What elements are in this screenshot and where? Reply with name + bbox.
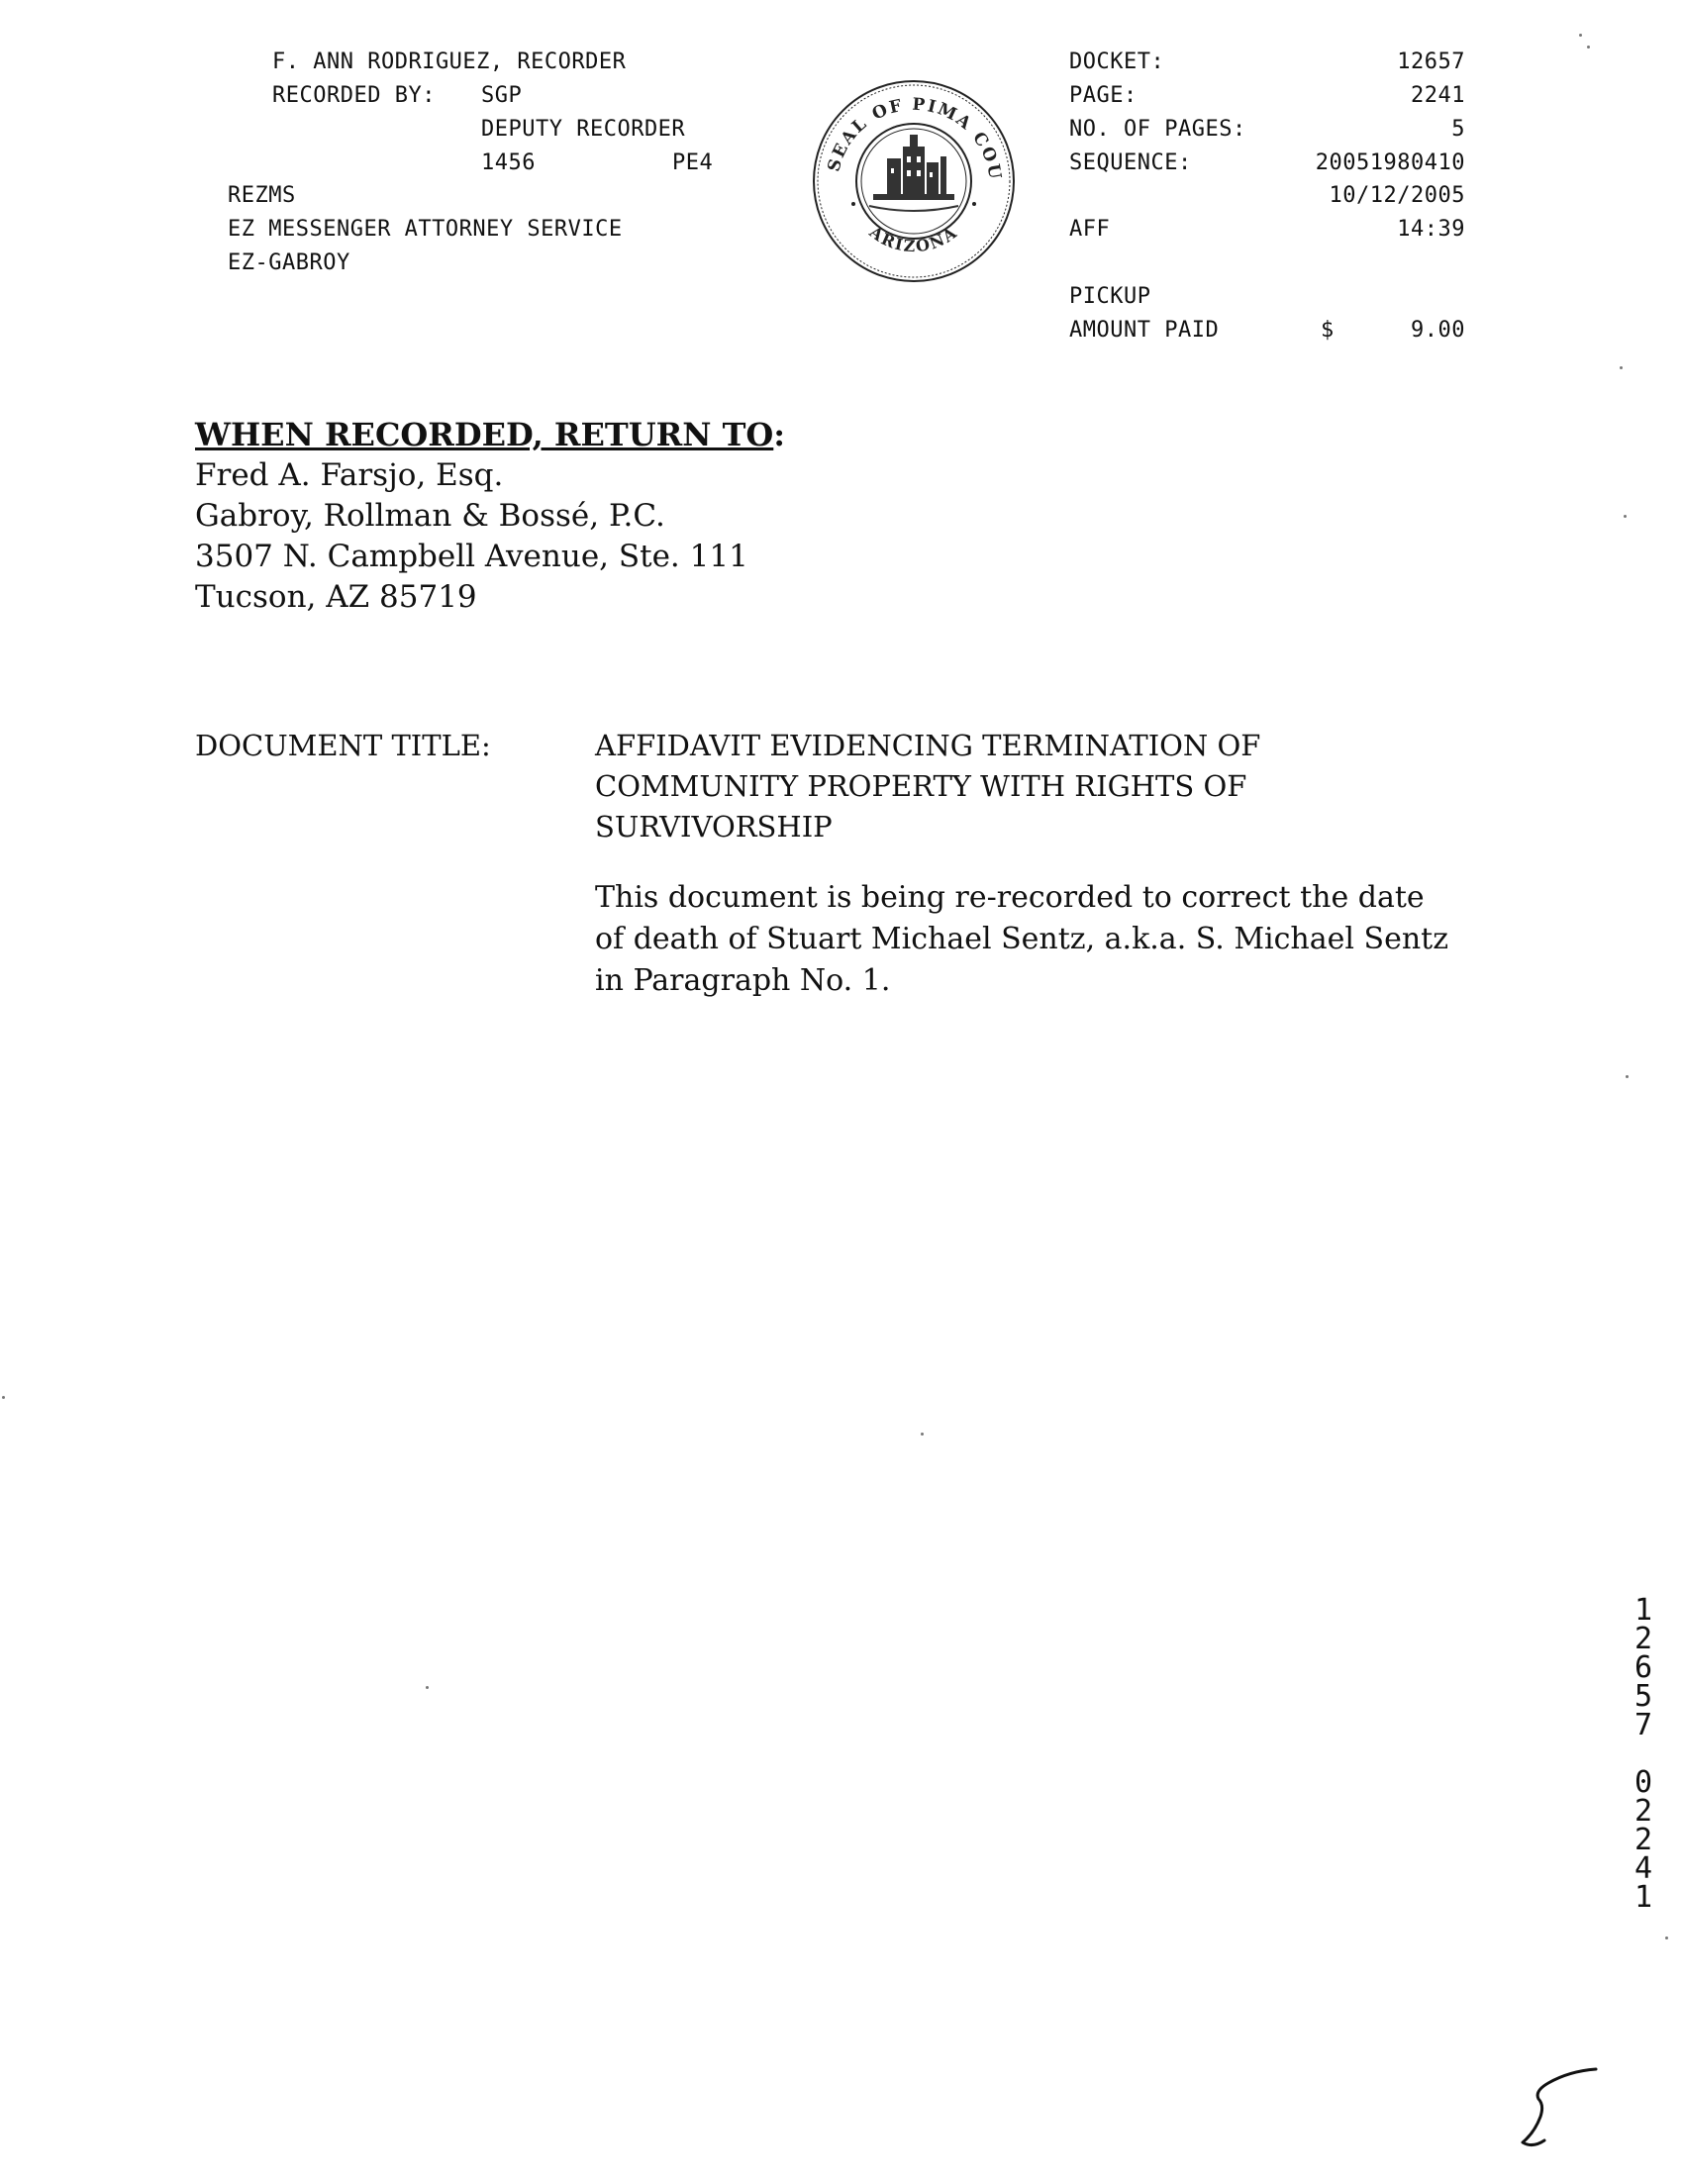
amount-paid-value: 9.00 — [1411, 318, 1465, 343]
docket-label: DOCKET: — [1069, 50, 1165, 74]
recorder-name: F. ANN RODRIGUEZ, RECORDER — [272, 50, 627, 74]
scan-speck — [426, 1686, 429, 1689]
stamp-char: 2 — [1634, 1622, 1653, 1656]
scan-speck — [1620, 366, 1623, 369]
stamp-gap — [1624, 1739, 1663, 1768]
scan-speck — [1587, 46, 1590, 49]
seal-top-text: SEAL OF PIMA COU — [824, 94, 1006, 183]
re-recording-note — [595, 877, 1448, 1002]
return-address-line: Tucson, AZ 85719 — [195, 579, 477, 615]
stamp-char: 1 — [1634, 1880, 1653, 1915]
margin-docket-stamp — [1624, 1593, 1663, 1915]
rezms-code: REZMS — [228, 183, 296, 208]
docket-value: 12657 — [1397, 50, 1465, 74]
return-to-heading: WHEN RECORDED, RETURN TO — [195, 416, 774, 453]
pima-county-seal — [810, 77, 1018, 285]
pages-count-label: NO. OF PAGES: — [1069, 117, 1246, 142]
document-title-line: COMMUNITY PROPERTY WITH RIGHTS OF — [595, 769, 1247, 803]
amount-paid-label: AMOUNT PAID — [1069, 318, 1220, 343]
pages-count-value: 5 — [1451, 117, 1465, 142]
return-to-colon: : — [773, 416, 786, 453]
scan-speck — [1665, 1936, 1668, 1939]
seal-graphic-icon — [810, 77, 1018, 285]
scan-speck — [1624, 515, 1627, 518]
page-label: PAGE: — [1069, 83, 1138, 108]
return-address-line: 3507 N. Campbell Avenue, Ste. 111 — [195, 539, 748, 574]
note-line: in Paragraph No. 1. — [595, 963, 891, 998]
document-title-label: DOCUMENT TITLE: — [195, 729, 491, 762]
stamp-char: 2 — [1634, 1794, 1653, 1829]
messenger-service: EZ MESSENGER ATTORNEY SERVICE — [228, 217, 623, 242]
sequence-value: 20051980410 — [1315, 150, 1465, 175]
recording-date: 10/12/2005 — [1329, 183, 1465, 208]
stamp-char: 5 — [1634, 1679, 1653, 1714]
page-value: 2241 — [1411, 83, 1465, 108]
document-title-line: SURVIVORSHIP — [595, 810, 833, 844]
aff-label: AFF — [1069, 217, 1111, 242]
return-address-block — [195, 455, 748, 618]
stamp-char: 7 — [1634, 1708, 1653, 1742]
recording-time: 14:39 — [1397, 217, 1465, 242]
scan-speck — [2, 1396, 5, 1399]
return-address-line: Fred A. Farsjo, Esq. — [195, 457, 504, 493]
stamp-char: 6 — [1634, 1650, 1653, 1685]
scan-speck — [1626, 1075, 1629, 1078]
return-address-line: Gabroy, Rollman & Bossé, P.C. — [195, 498, 665, 534]
handwritten-five-icon — [1515, 2057, 1604, 2156]
document-title-block — [595, 726, 1260, 847]
currency-symbol: $ — [1321, 318, 1335, 343]
document-title-line: AFFIDAVIT EVIDENCING TERMINATION OF — [595, 729, 1261, 762]
scan-speck — [1579, 34, 1582, 37]
svg-text:ARIZONA — [865, 222, 961, 255]
service-code: EZ-GABROY — [228, 250, 350, 275]
recorded-by-value: SGP — [481, 83, 523, 108]
handwritten-page-mark — [1515, 2057, 1604, 2156]
return-to-heading-line — [195, 416, 785, 453]
pickup-label: PICKUP — [1069, 284, 1151, 309]
stamp-char: 1 — [1634, 1593, 1653, 1628]
scan-speck — [921, 1433, 924, 1436]
note-line: of death of Stuart Michael Sentz, a.k.a. S. Michael Sentz — [595, 922, 1449, 956]
deputy-code: PE4 — [672, 150, 714, 175]
seal-bottom-text: ARIZONA — [865, 222, 962, 256]
recorded-by-label: RECORDED BY: — [272, 83, 436, 108]
sequence-label: SEQUENCE: — [1069, 150, 1192, 175]
note-line: This document is being re-recorded to correct the date — [595, 880, 1425, 915]
stamp-char: 2 — [1634, 1823, 1653, 1857]
stamp-char: 4 — [1634, 1851, 1653, 1886]
deputy-number: 1456 — [481, 150, 536, 175]
stamp-char: 0 — [1634, 1765, 1653, 1800]
deputy-recorder-label: DEPUTY RECORDER — [481, 117, 686, 142]
